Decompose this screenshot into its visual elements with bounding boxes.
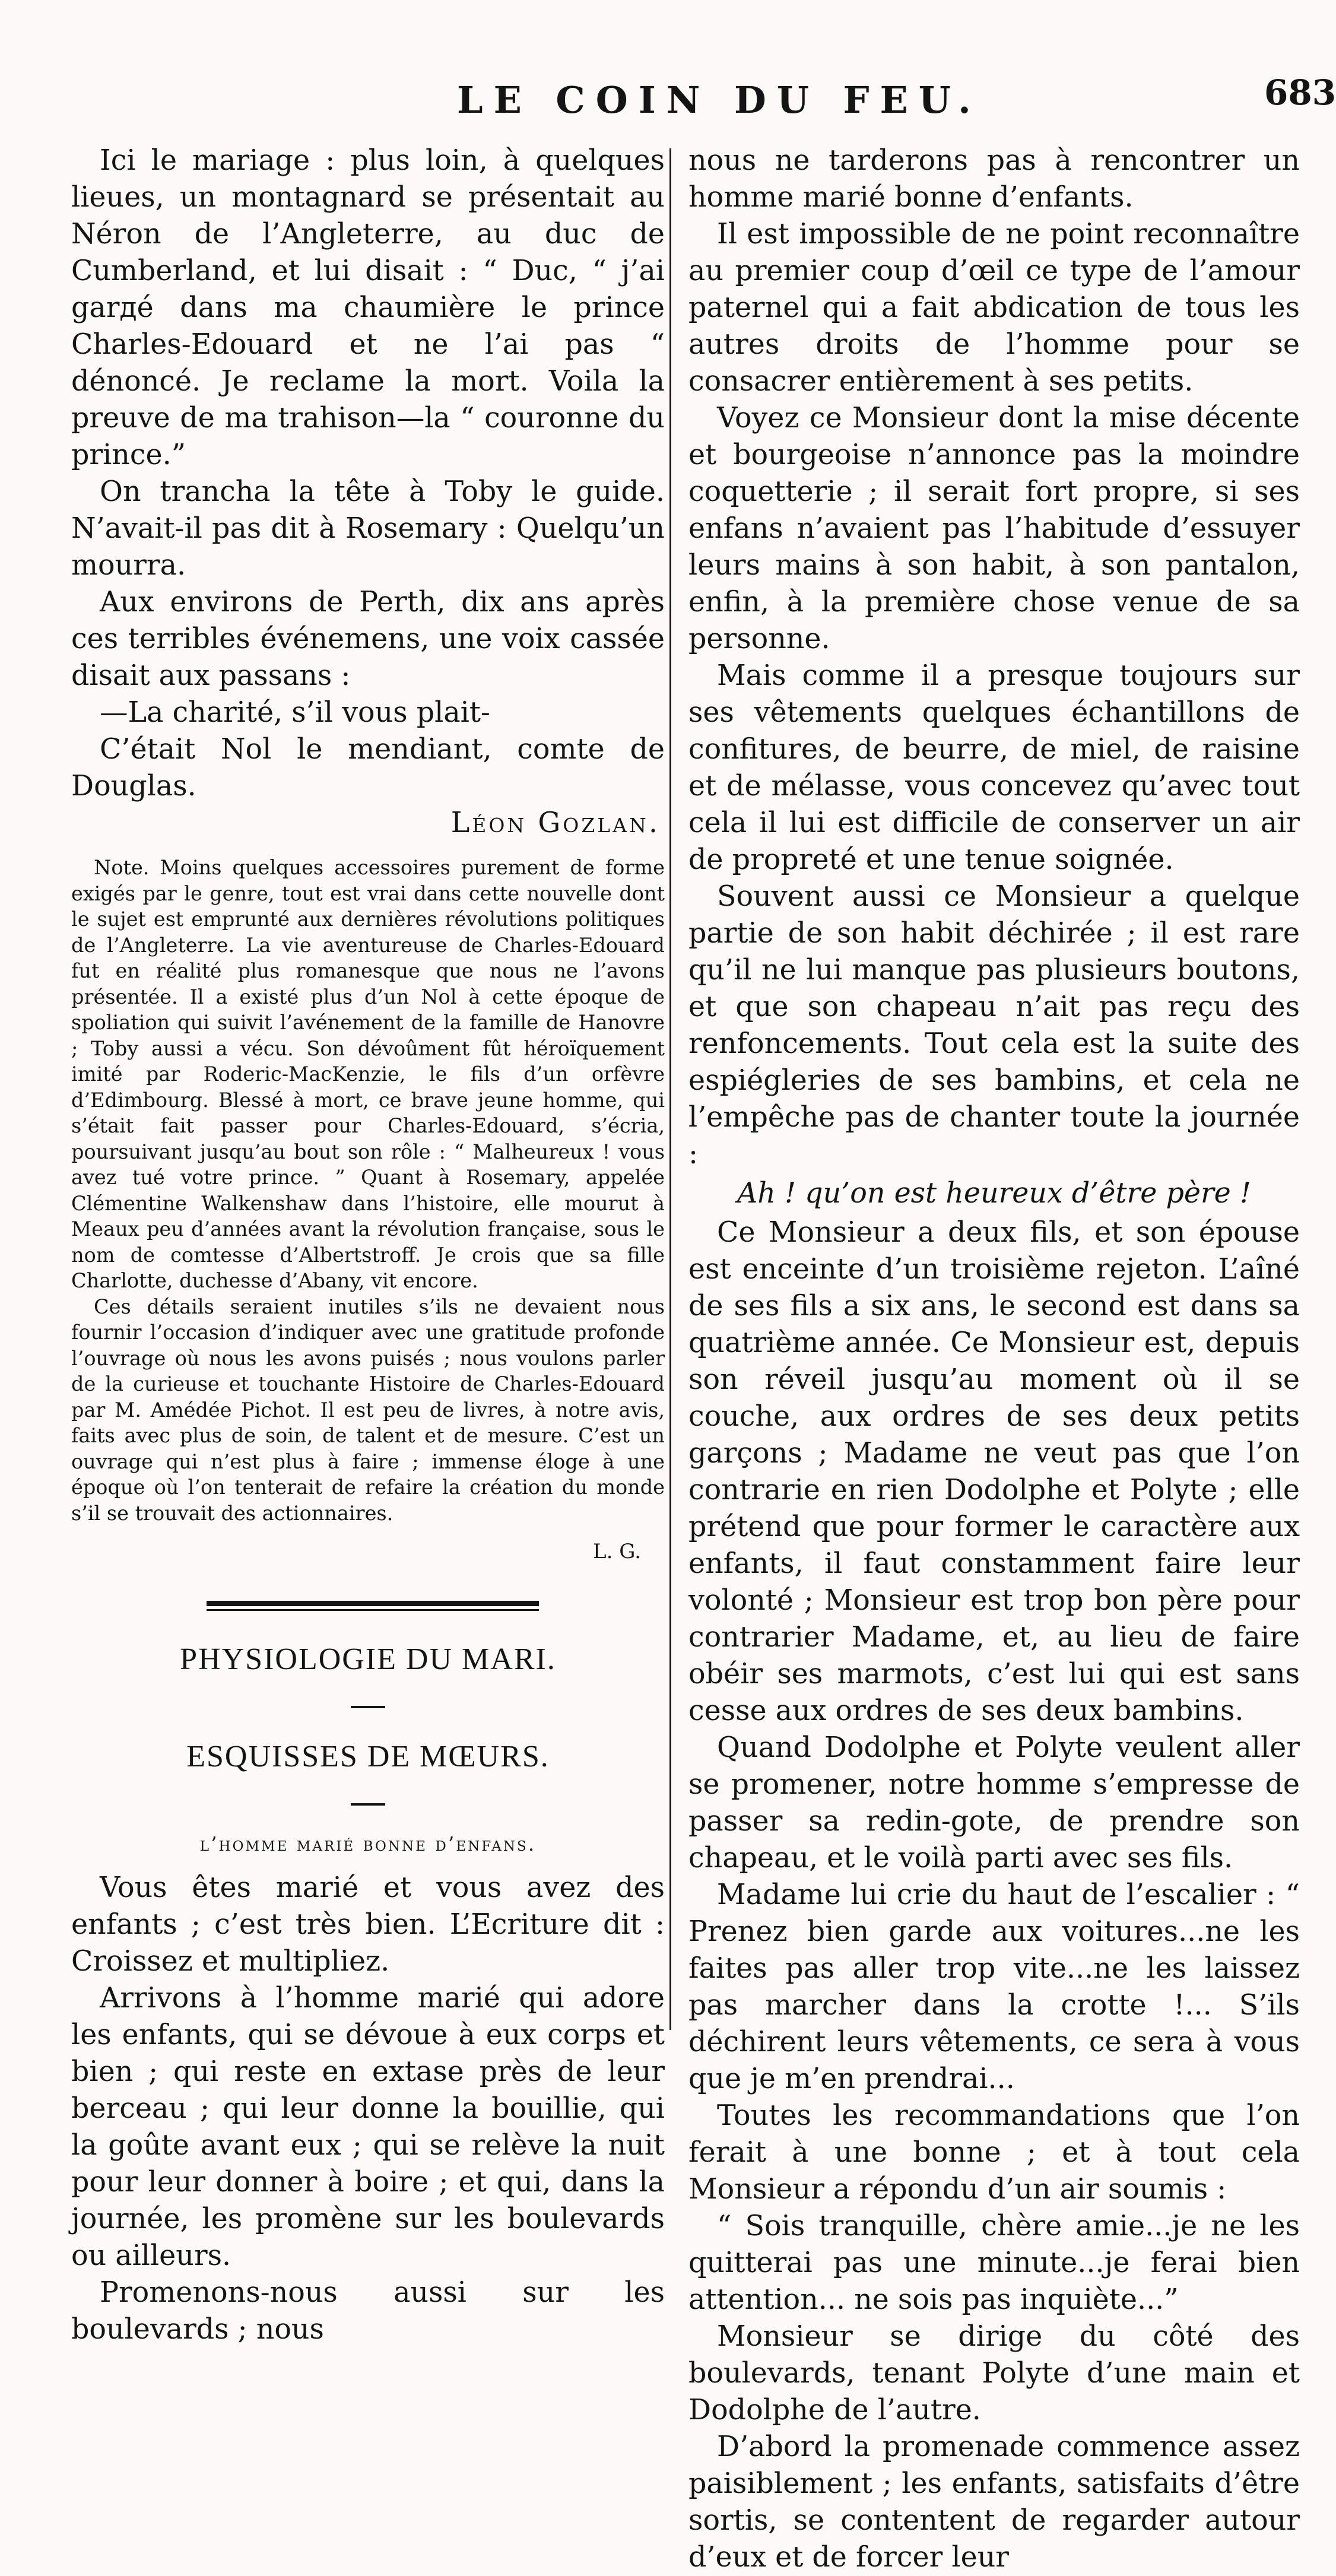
paragraph: C’était Nol le mendiant, comte de Douglas. [71, 733, 665, 802]
paragraph: Souvent aussi ce Monsieur a quelque partie de son habit déchirée ; il est rare qu’il ne lui manque pas plusieurs boutons, et que son chapeau n’ait pas reçu des renfoncements. Tout cela est la suite des espiégleries de ses bambins, et cela ne l’empêche pas de chanter toute la journée : [688, 880, 1300, 1170]
paragraph: Mais comme il a presque toujours sur ses vêtements quelques échantillons de confitures, de beurre, de miel, de raisine et de mélasse, vous concevez qu’avec tout cela il lui est difficile de conserver un air de propreté et une tenue soignée. [688, 659, 1300, 876]
column-divider [669, 148, 671, 2030]
note-signature: L. G. [593, 1540, 641, 1563]
left-column [71, 142, 665, 2348]
page-header [0, 55, 1336, 120]
short-rule [351, 1803, 385, 1806]
paragraph: Il est impossible de ne point reconnaître au premier coup d’œil ce type de l’amour paternel qui a fait abdication de tous les autres droits de l’homme pour se consacrer entièrement à ses petits. [688, 218, 1300, 398]
paragraph: Toutes les recommandations que l’on ferait à une bonne ; et à tout cela Monsieur a répondu d’un air soumis : [688, 2099, 1300, 2206]
section-subtitle: ESQUISSES DE MŒURS. [186, 1739, 550, 1774]
paragraph: Aux environs de Perth, dix ans après ces terribles événemens, une voix cassée disait aux passans : [71, 586, 665, 692]
paragraph: nous ne tarderons pas à rencontrer un homme marié bonne d’enfants. [688, 144, 1300, 214]
paragraph: Ici le mariage : plus loin, à quelques lieues, un montagnard se présentait au Néron de l’Angleterre, au duc de Cumberland, et lui disait : “ Duc, “ j’ai garдé dans ma chaumière le prince Charles-Edouard et ne l’ai pas “ dénoncé. Je reclame la mort. Voila la preuve de ma trahison—la “ couronne du prince.” [71, 144, 665, 471]
paragraph: “ Sois tranquille, chère amie...je ne les quitterai pas une minute...je ferai bien attention... ne sois pas inquiète...” [688, 2210, 1300, 2316]
note-paragraph: Ces détails seraient inutiles s’ils ne devaient nous fournir l’occasion d’indiquer avec une gratitude profonde l’ouvrage où nous les avons puisés ; nous voulons parler de la curieuse et touchante Histoire de Charles-Edouard par M. Amédée Pichot. Il est peu de livres, à notre avis, faits avec plus de soin, de talent et de mesure. C’est un ouvrage qui n’est plus à faire ; immense éloge à une époque où l’on tenterait de refaire la création du monde s’il se trouvait des actionnaires. [71, 1295, 665, 1525]
paragraph: D’abord la promenade commence assez paisiblement ; les enfants, satisfaits d’être sortis, se contentent de regarder autour d’eux et de forcer leur [688, 2431, 1300, 2574]
paragraph: Monsieur se dirige du côté des boulevards, tenant Polyte d’une main et Dodolphe de l’autre. [688, 2320, 1300, 2426]
paragraph: Voyez ce Monsieur dont la mise décente et bourgeoise n’annonce pas la moindre coquetterie ; il serait fort propre, si ses enfans n’avaient pas l’habitude d’essuyer leurs mains à son habit, à son pantalon, enfin, à la première chose venue de sa personne. [688, 402, 1300, 655]
author-signature: Léon Gozlan. [450, 807, 660, 839]
paragraph: —La charité, s’il vous plait- [100, 696, 490, 729]
paragraph: On trancha la tête à Toby le guide. N’avait-il pas dit à Rosemary : Quelqu’un mourra. [71, 475, 665, 582]
short-rule [351, 1706, 385, 1708]
note-paragraph: Note. Moins quelques accessoires purement de forme exigés par le genre, tout est vrai dans cette nouvelle dont le sujet est emprunté aux dernières révolutions politiques de l’Angleterre. La vie aventureuse de Charles-Edouard fut en réalité plus romanesque que nous ne l’avons présentée. Il a existé plus d’un Nol à cette époque de spoliation qui suivit l’avénement de la famille de Hanovre ; Toby aussi a vécu. Son dévoûment fût héroïquement imité par Roderic-MacKenzie, le fils d’un orfèvre d’Edimbourg. Blessé à mort, ce brave jeune homme, qui s’était fait passer pour Charles-Edouard, s’écria, poursuivant jusqu’au bout son rôle : “ Malheureux ! vous avez tué votre prince. ” Quant à Rosemary, appelée Clémentine Walkenshaw dans l’histoire, elle mourut à Meaux peu d’années avant la révolution française, sous le nom de comtesse d’Albertstroff. Je crois que sa fille Charlotte, duchesse d’Abany, vit encore. [71, 856, 665, 1292]
paragraph: Ce Monsieur a deux fils, et son épouse est enceinte d’un troisième rejeton. L’aîné de ses fils a six ans, le second est dans sa quatrième année. Ce Monsieur est, depuis son réveil jusqu’au moment où il se couche, aux ordres de ses deux petits garçons ; Madame ne veut pas que l’on contrarie en rien Dodolphe et Polyte ; elle prétend que pour former le caractère aux enfants, il faut constamment faire leur volonté ; Monsieur est trop bon père pour contrarier Madame, et, au lieu de faire obéir ses marmots, c’est lui qui est sans cesse aux ordres de ses deux bambins. [688, 1216, 1300, 1727]
section-separator [207, 1601, 539, 1611]
song-verse: Ah ! qu’on est heureux d’être père ! [737, 1177, 1251, 1210]
running-title: LE COIN DU FEU. [457, 78, 982, 122]
article-title: l’homme marié bonne d’enfans. [199, 1832, 537, 1855]
paragraph: Vous êtes marié et vous avez des enfants ; c’est très bien. L’Ecriture dit : Croissez et multipliez. [71, 1871, 665, 1978]
paragraph: Promenons-nous aussi sur les boulevards ; nous [71, 2276, 665, 2346]
right-column [688, 142, 1300, 2576]
section-title: PHYSIOLOGIE DU MARI. [180, 1642, 556, 1676]
paragraph: Quand Dodolphe et Polyte veulent aller se promener, notre homme s’empresse de passer sa redin-gote, de prendre son chapeau, et le voilà parti avec ses fils. [688, 1731, 1300, 1874]
footnote [71, 855, 665, 1565]
page-number: 683 [1264, 72, 1336, 113]
paragraph: Arrivons à l’homme marié qui adore les enfants, qui se dévoue à eux corps et bien ; qui reste en extase près de leur berceau ; qui leur donne la bouillie, qui la goûte avant eux ; qui se relève la nuit pour leur donner à boire ; et qui, dans la journée, les promène sur les boulevards ou ailleurs. [71, 1981, 665, 2272]
paragraph: Madame lui crie du haut de l’escalier : “ Prenez bien garde aux voitures...ne les faites pas aller trop vite...ne les laissez pas marcher dans la crotte !... S’ils déchirent leurs vêtements, ce sera à vous que je m’en prendrai... [688, 1879, 1300, 2095]
